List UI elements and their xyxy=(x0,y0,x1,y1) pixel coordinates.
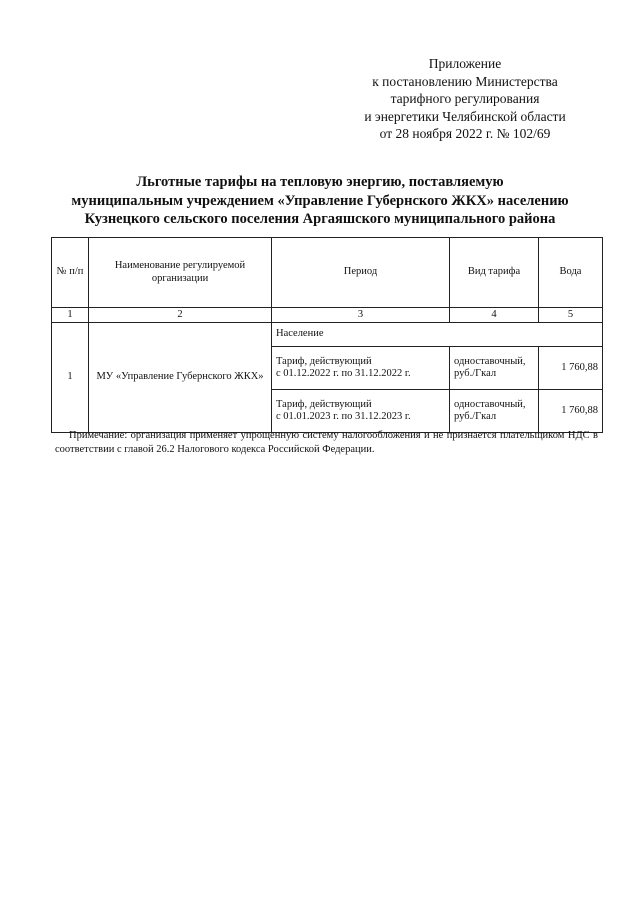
column-number: 1 xyxy=(52,308,89,323)
table-row xyxy=(52,323,603,347)
tariff-type-line: руб./Гкал xyxy=(454,411,497,422)
table-header-row xyxy=(52,238,603,308)
tariff-table xyxy=(51,237,603,433)
title-line: муниципальным учреждением «Управление Губернского ЖКХ» населению xyxy=(71,192,569,209)
row-num: 1 xyxy=(52,323,89,433)
header-water: Вода xyxy=(539,238,603,308)
period-line: с 01.12.2022 г. по 31.12.2022 г. xyxy=(276,368,411,379)
column-number: 3 xyxy=(272,308,450,323)
title-line: Льготные тарифы на тепловую энергию, поставляемую xyxy=(136,174,504,190)
appendix-line: Приложение xyxy=(428,56,502,71)
header-period: Период xyxy=(272,238,450,308)
row-water-value: 1 760,88 xyxy=(539,347,603,390)
row-period xyxy=(272,390,450,433)
header-num: № п/п xyxy=(52,238,89,308)
period-line: Тариф, действующий xyxy=(276,398,372,410)
row-group-label: Население xyxy=(272,323,603,347)
document-title xyxy=(40,173,600,229)
row-water-value: 1 760,88 xyxy=(539,390,603,433)
appendix-line: от 28 ноября 2022 г. № 102/69 xyxy=(379,126,551,141)
header-org: Наименование регулируемой организации xyxy=(89,238,272,308)
appendix-line: к постановлению Министерства xyxy=(372,73,558,89)
column-number: 5 xyxy=(539,308,603,323)
row-org: МУ «Управление Губернского ЖКХ» xyxy=(89,323,272,433)
footnote: Примечание: организация применяет упрощенную систему налогообложения и не признается плательщиком НДС в соответствии с главой 26.2 Налогового кодекса Российской Федерации. xyxy=(55,430,598,455)
header-tariff-type: Вид тарифа xyxy=(450,238,539,308)
tariff-type-line: одноставочный, xyxy=(454,398,526,410)
appendix-header xyxy=(340,55,590,143)
tariff-type-line: одноставочный, xyxy=(454,355,526,367)
period-line: с 01.01.2023 г. по 31.12.2023 г. xyxy=(276,411,411,422)
column-number: 4 xyxy=(450,308,539,323)
title-line: Кузнецкого сельского поселения Аргаяшского муниципального района xyxy=(84,211,556,227)
column-number-row xyxy=(52,308,603,323)
tariff-type-line: руб./Гкал xyxy=(454,368,497,379)
row-tariff-type xyxy=(450,347,539,390)
column-number: 2 xyxy=(89,308,272,323)
appendix-line: и энергетики Челябинской области xyxy=(364,108,566,124)
period-line: Тариф, действующий xyxy=(276,355,372,367)
row-period xyxy=(272,347,450,390)
row-tariff-type xyxy=(450,390,539,433)
appendix-line: тарифного регулирования xyxy=(390,91,540,106)
